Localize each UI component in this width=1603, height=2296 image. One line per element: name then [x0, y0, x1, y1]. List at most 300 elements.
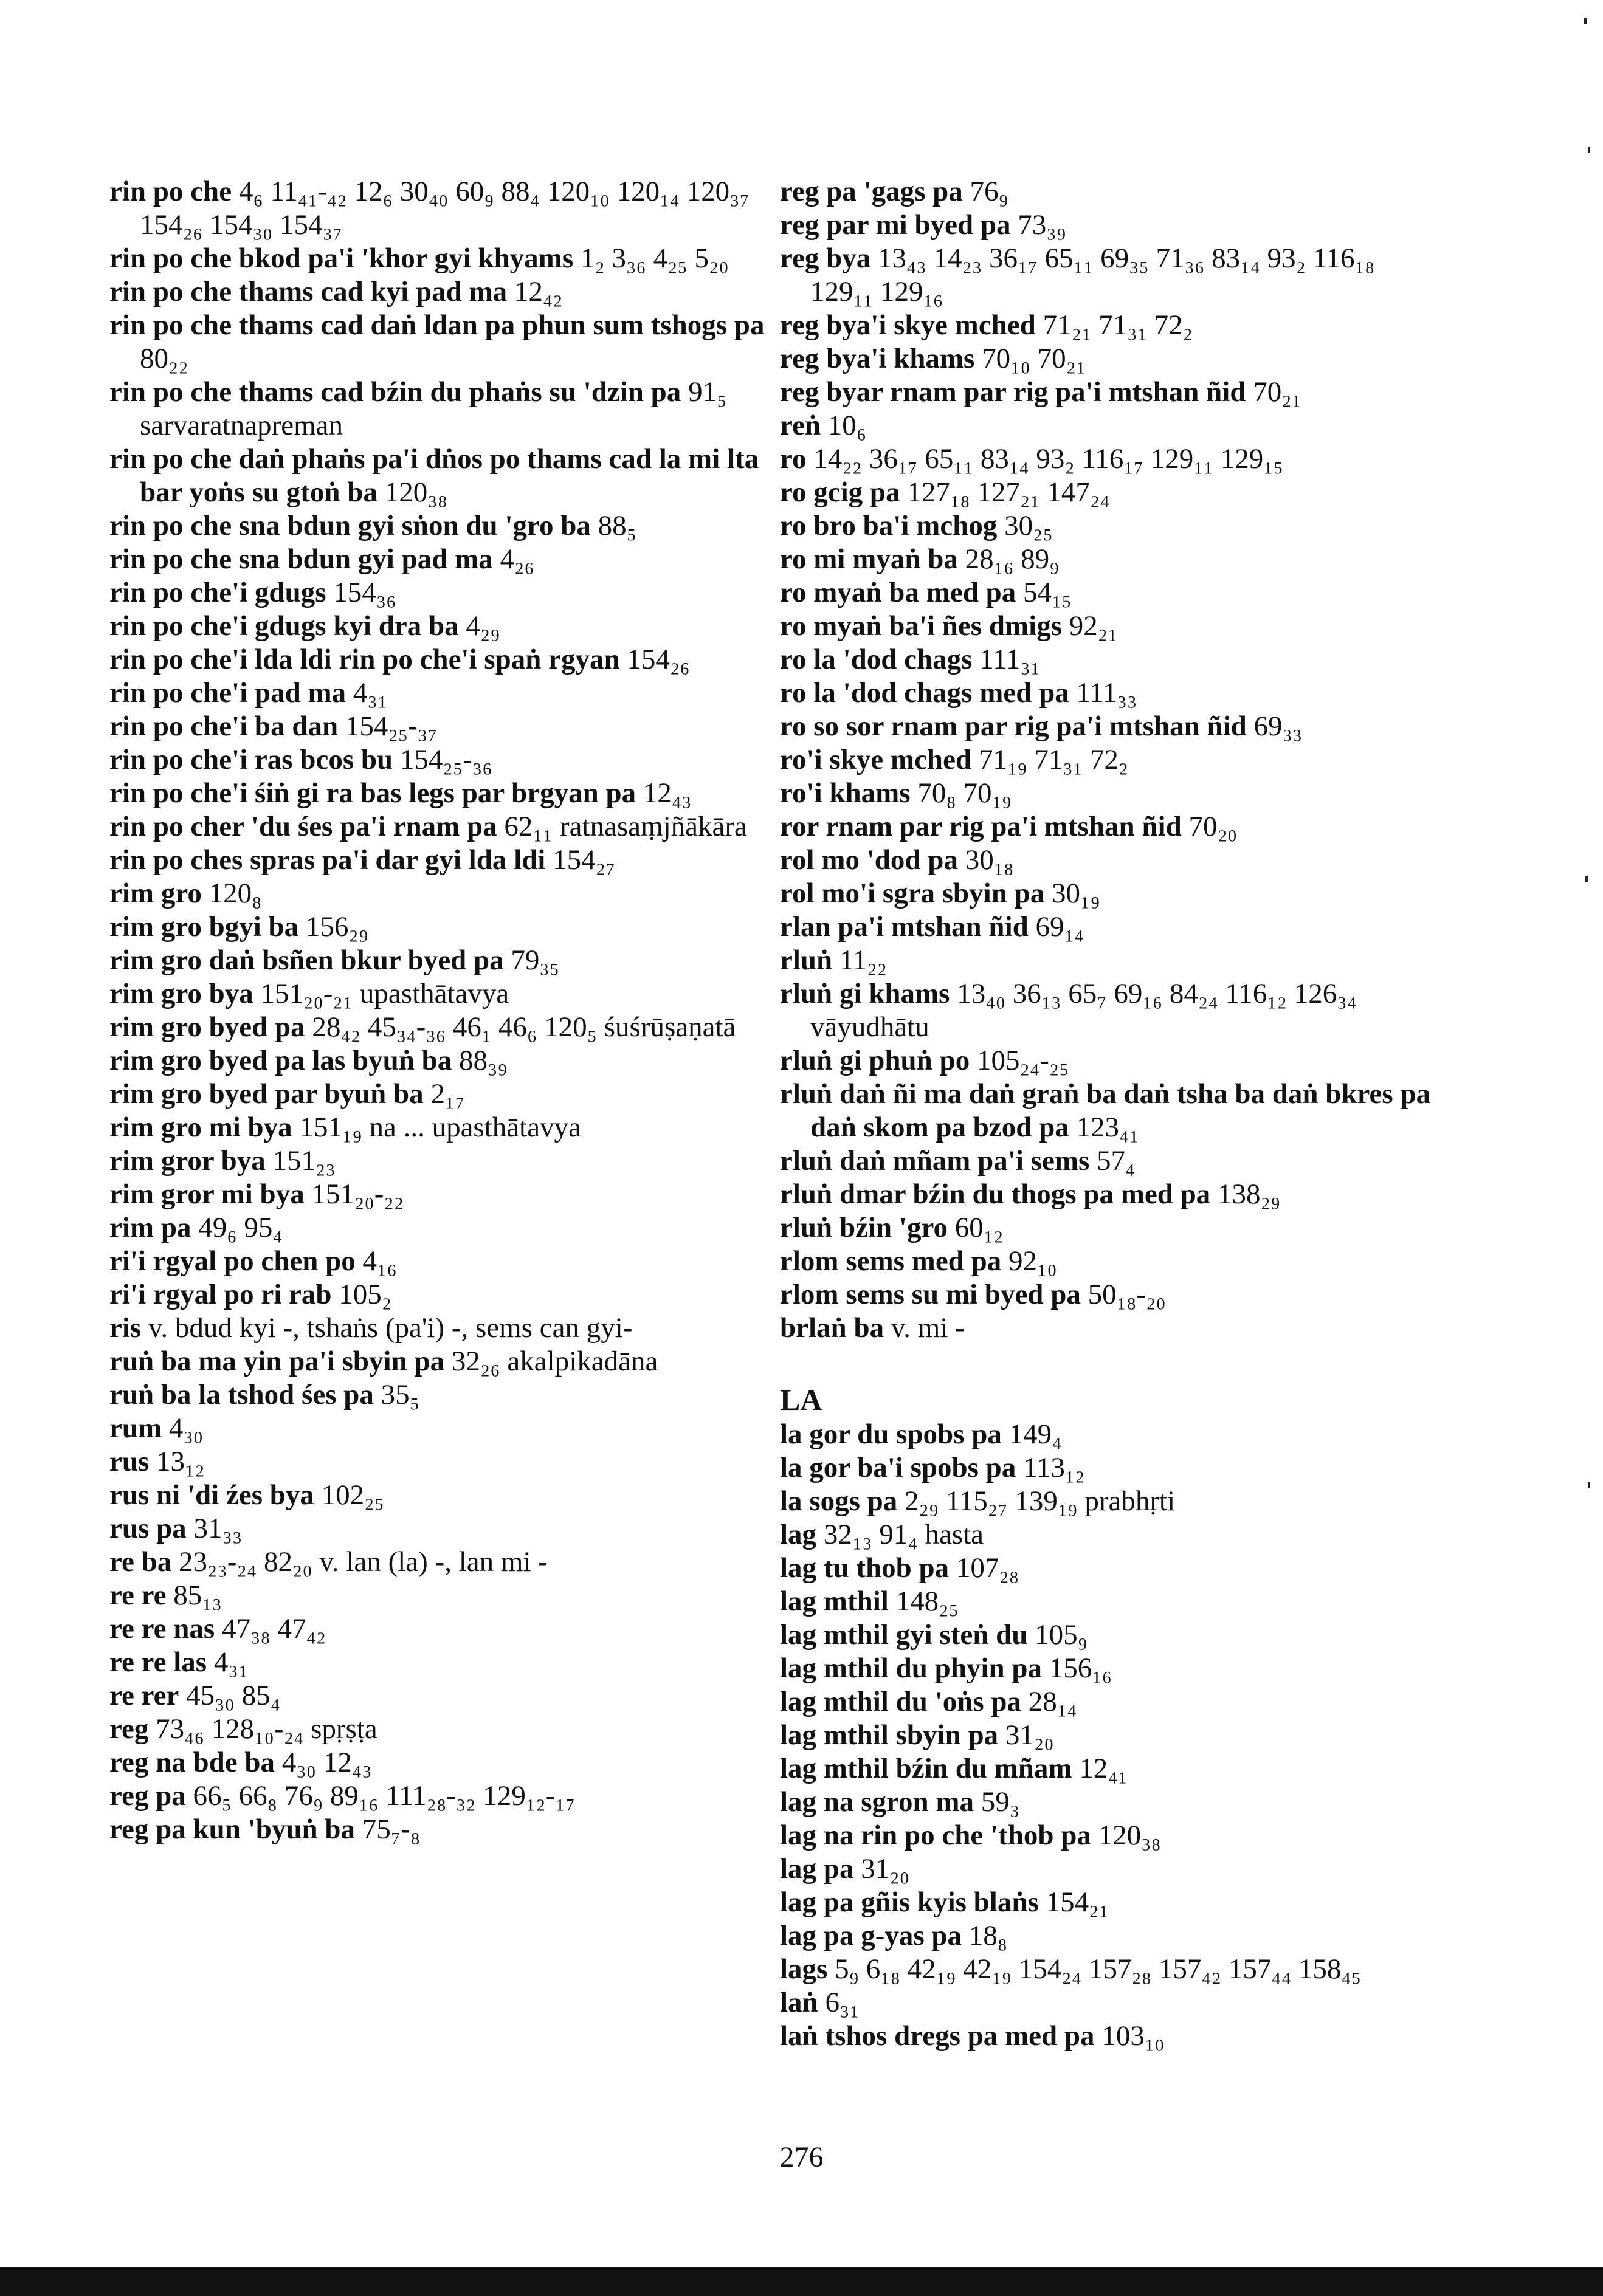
index-entry [780, 1652, 1443, 1685]
index-entry [780, 1518, 1443, 1552]
entry-references: 76₉ [970, 176, 1008, 207]
entry-references: 1₂ 3₃₆ 4₂₅ 5₂₀ [580, 242, 729, 274]
entry-references: 127₁₈ 127₂₁ 147₂₄ [907, 476, 1110, 508]
entry-references: 154₂₁ [1046, 1886, 1109, 1918]
entry-references: 28₄₂ 45₃₄-₃₆ 46₁ 46₆ 120₅ śuśrūṣaṇatā [312, 1011, 736, 1043]
index-entry [780, 610, 1443, 643]
index-entry [109, 1245, 772, 1278]
index-entry [780, 1585, 1443, 1618]
entry-headword: lag mthil bźin du mñam [780, 1753, 1072, 1784]
entry-headword: rin po che sna bdun gyi sṅon du 'gro ba [109, 510, 591, 541]
entry-references: v. mi - [891, 1312, 965, 1344]
entry-references: 123₄₁ [1076, 1112, 1139, 1143]
entry-references: 2₂₉ 115₂₇ 139₁₉ prabhṛti [905, 1485, 1176, 1517]
entry-headword: rluṅ [780, 944, 833, 976]
index-entry [780, 1919, 1443, 1953]
index-entry [780, 1211, 1443, 1245]
index-entry [780, 1719, 1443, 1752]
entry-headword: la sogs pa [780, 1485, 898, 1517]
entry-headword: ro myaṅ ba'i ñes dmigs [780, 610, 1062, 642]
index-entry [780, 877, 1443, 910]
entry-headword: lag pa gñis kyis blaṅs [780, 1886, 1039, 1918]
entry-headword: lag mthil sbyin pa [780, 1719, 999, 1751]
entry-references: 13₁₂ [156, 1446, 205, 1477]
entry-headword: rim gro bgyi ba [109, 911, 299, 943]
entry-references: 5₉ 6₁₈ 42₁₉ 42₁₉ 154₂₄ 157₂₈ 157₄₂ 157₄₄ 158₄₅ [835, 1953, 1362, 1985]
entry-headword: rim gro byed pa [109, 1011, 305, 1043]
entry-headword: reg pa [109, 1780, 186, 1812]
index-entry [780, 1451, 1443, 1485]
entry-headword: rin po che [109, 176, 232, 207]
scan-speck [1588, 1482, 1590, 1488]
entry-headword: ro la 'dod chags med pa [780, 677, 1069, 709]
index-entry [780, 643, 1443, 676]
entry-headword: rluṅ dmar bźin du thogs pa med pa [780, 1178, 1211, 1210]
entry-references: 4₃₁ [213, 1646, 249, 1678]
entry-references: 69₁₄ [1035, 911, 1084, 943]
entry-headword: ri'i rgyal po ri rab [109, 1279, 332, 1310]
index-entry [780, 242, 1443, 309]
entry-references: 105₂ [339, 1279, 392, 1310]
entry-references: 4₃₁ [353, 677, 388, 709]
index-entry [109, 610, 772, 643]
entry-headword: rluṅ gi phuṅ po [780, 1045, 970, 1076]
scan-bottom-edge [0, 2267, 1603, 2296]
index-entry [780, 1418, 1443, 1451]
entry-references: 70₂₀ [1188, 811, 1238, 842]
entry-references: 138₂₉ [1218, 1178, 1281, 1210]
entry-references: 10₆ [827, 410, 867, 441]
index-entry [109, 910, 772, 944]
index-entry [780, 1618, 1443, 1652]
entry-headword: ro mi myaṅ ba [780, 543, 958, 575]
entry-headword: rin po che'i śiṅ gi ra bas legs par brgyan pa [109, 777, 636, 809]
entry-headword: ro bro ba'i mchog [780, 510, 998, 541]
entry-references: 13₄₃ 14₂₃ 36₁₇ 65₁₁ 69₃₅ 71₃₆ 83₁₄ 93₂ 116₁₈ 129₁₁ 129₁₆ [810, 242, 1375, 308]
entry-headword: rim gror mi bya [109, 1178, 305, 1210]
section-heading-la: LA [780, 1383, 822, 1417]
entry-headword: re ba [109, 1546, 172, 1578]
index-entry [780, 1986, 1443, 2019]
entry-references: 102₂₅ [321, 1479, 384, 1511]
entry-headword: reg pa kun 'byuṅ ba [109, 1813, 356, 1845]
index-entry [780, 2019, 1443, 2053]
index-entry [109, 977, 772, 1011]
entry-headword: rluṅ gi khams [780, 978, 950, 1009]
entry-headword: lag [780, 1519, 817, 1550]
entry-headword: re rer [109, 1680, 179, 1711]
index-entry [109, 1211, 772, 1245]
index-entry [780, 844, 1443, 877]
entry-headword: rus [109, 1446, 150, 1477]
entry-references: 14₂₂ 36₁₇ 65₁₁ 83₁₄ 93₂ 116₁₇ 129₁₁ 129₁₅ [813, 443, 1284, 475]
entry-references: 18₈ [968, 1920, 1008, 1951]
entry-references: 35₅ [381, 1379, 420, 1411]
entry-references: 120₃₈ [1098, 1820, 1161, 1851]
entry-references: 92₂₁ [1069, 610, 1118, 642]
page-number: 276 [779, 2141, 824, 2173]
entry-references: 4₆ 11₄₁-₄₂ 12₆ 30₄₀ 60₉ 88₄ 120₁₀ 120₁₄ 120₃₇ 154₂₆ 154₃₀ 154₃₇ [140, 176, 750, 241]
index-entry [780, 576, 1443, 610]
index-entry [780, 1178, 1443, 1211]
index-column-left [109, 175, 772, 1846]
index-entry [109, 877, 772, 910]
entry-references: 105₉ [1035, 1619, 1088, 1651]
entry-references: 59₃ [981, 1786, 1020, 1818]
entry-headword: lags [780, 1953, 828, 1985]
index-entry [109, 1011, 772, 1044]
entry-headword: reg pa 'gags pa [780, 176, 963, 207]
entry-references: 88₃₉ [459, 1045, 508, 1076]
index-entry [780, 944, 1443, 977]
entry-references: 154₂₇ [553, 844, 616, 876]
entry-references: 54₁₅ [1022, 577, 1072, 608]
index-entry [109, 643, 772, 676]
entry-headword: reg [109, 1713, 149, 1745]
entry-headword: rim gro byed par byuṅ ba [109, 1078, 424, 1110]
entry-headword: ro'i khams [780, 777, 911, 809]
entry-headword: rin po che'i lda ldi rin po che'i spaṅ rgyan [109, 644, 620, 675]
entry-headword: re re nas [109, 1613, 215, 1645]
entry-references: 12₄₁ [1079, 1753, 1128, 1784]
index-entry [109, 1078, 772, 1111]
index-entry [780, 1311, 1443, 1345]
index-entry [109, 442, 772, 509]
entry-headword: ro gcig pa [780, 476, 900, 508]
index-entry [780, 1752, 1443, 1786]
index-list-ra-continued [780, 175, 1443, 1345]
entry-references: 2₁₇ [430, 1078, 465, 1110]
entry-references: 70₈ 70₁₉ [917, 777, 1012, 809]
entry-headword: lag mthil du phyin pa [780, 1652, 1043, 1684]
index-entry [109, 1278, 772, 1311]
entry-references: 4₂₆ [500, 543, 534, 575]
entry-references: 79₃₅ [511, 944, 560, 976]
entry-references: 156₁₆ [1049, 1652, 1112, 1684]
index-entry [109, 710, 772, 743]
entry-headword: brlaṅ ba [780, 1312, 884, 1344]
entry-headword: rim gro daṅ bsñen bkur byed pa [109, 944, 504, 976]
entry-references: 4₃₀ 12₄₃ [281, 1747, 372, 1778]
entry-headword: reg par mi byed pa [780, 209, 1011, 241]
index-entry [109, 1378, 772, 1412]
entry-headword: ro la 'dod chags [780, 644, 973, 675]
entry-headword: rlom sems med pa [780, 1245, 1002, 1277]
index-entry [780, 409, 1443, 442]
entry-headword: lag tu thob pa [780, 1552, 950, 1584]
entry-references: 154₂₅-₃₇ [345, 710, 438, 742]
entry-headword: rin po che sna bdun gyi pad ma [109, 543, 493, 575]
entry-references: 31₂₀ [1005, 1719, 1054, 1751]
index-entry [780, 376, 1443, 409]
entry-headword: lag na sgron ma [780, 1786, 974, 1818]
entry-references: 47₃₈ 47₄₂ [221, 1613, 326, 1645]
entry-references: 103₁₀ [1101, 2020, 1165, 2052]
index-column-right [780, 175, 1443, 2053]
entry-headword: laṅ tshos dregs pa med pa [780, 2020, 1095, 2052]
index-entry [109, 844, 772, 877]
entry-references: 75₇-₈ [362, 1813, 421, 1845]
entry-references: 60₁₂ [954, 1212, 1004, 1243]
entry-headword: reg bya'i skye mched [780, 309, 1036, 341]
entry-headword: ror rnam par rig pa'i mtshan ñid [780, 811, 1182, 842]
entry-references: 151₂₀-₂₁ upasthātavya [260, 978, 509, 1009]
index-entry [780, 342, 1443, 376]
entry-headword: ro'i skye mched [780, 744, 972, 775]
index-entry [109, 944, 772, 977]
entry-headword: rim gro byed pa las byuṅ ba [109, 1045, 452, 1076]
index-entry [109, 810, 772, 844]
entry-headword: rluṅ daṅ ñi ma daṅ graṅ ba daṅ tsha ba daṅ bkres pa daṅ skom pa bzod pa [780, 1078, 1431, 1143]
entry-references: 62₁₁ ratnasaṃjñākāra [504, 811, 747, 842]
index-entry [780, 1278, 1443, 1311]
index-entry [780, 309, 1443, 342]
index-entry [109, 1746, 772, 1779]
entry-headword: la gor ba'i spobs pa [780, 1452, 1016, 1483]
entry-references: 151₂₃ [272, 1145, 336, 1177]
index-entry [109, 743, 772, 777]
index-entry [780, 543, 1443, 576]
entry-headword: ri'i rgyal po chen po [109, 1245, 356, 1277]
entry-headword: rum [109, 1412, 162, 1444]
index-entry [109, 275, 772, 309]
entry-references: 4₁₆ [362, 1245, 397, 1277]
index-entry [109, 1412, 772, 1445]
index-entry [780, 175, 1443, 208]
index-entry [780, 1852, 1443, 1886]
entry-headword: rus ni 'di źes bya [109, 1479, 314, 1511]
entry-references: 31₂₀ [861, 1853, 909, 1885]
entry-headword: lag pa g-yas pa [780, 1920, 962, 1951]
entry-references: 120₃₈ [384, 476, 447, 508]
index-entry [109, 777, 772, 810]
entry-headword: rin po che'i ras bcos bu [109, 744, 393, 775]
entry-references: 4₂₉ [466, 610, 500, 642]
index-entry [109, 1679, 772, 1713]
entry-headword: reg bya [780, 242, 871, 274]
entry-headword: rol mo 'dod pa [780, 844, 958, 876]
entry-references: 151₁₉ na ... upasthātavya [299, 1112, 581, 1143]
index-entry [780, 476, 1443, 509]
entry-headword: ro [780, 443, 807, 475]
entry-references: 88₅ [598, 510, 637, 541]
index-entry [109, 543, 772, 576]
entry-headword: rim gro bya [109, 978, 253, 1009]
entry-headword: rin po che bkod pa'i 'khor gyi khyams [109, 242, 574, 274]
entry-headword: lag mthil gyi steṅ du [780, 1619, 1028, 1651]
entry-headword: rim pa [109, 1212, 191, 1243]
entry-references: 111₃₃ [1076, 677, 1137, 709]
entry-headword: rlom sems su mi byed pa [780, 1279, 1081, 1310]
entry-references: 154₃₆ [333, 577, 396, 608]
entry-references: 13₄₀ 36₁₃ 65₇ 69₁₆ 84₂₄ 116₁₂ 126₃₄ vāyudhātu [810, 978, 1357, 1043]
entry-references: 28₁₆ 89₉ [965, 543, 1060, 575]
entry-headword: lag mthil [780, 1586, 889, 1617]
entry-headword: reg na bde ba [109, 1747, 275, 1778]
entry-references: 70₂₁ [1253, 376, 1301, 408]
entry-headword: rim gro mi bya [109, 1112, 292, 1143]
entry-headword: rin po che'i ba dan [109, 710, 339, 742]
entry-references: 85₁₃ [173, 1579, 222, 1611]
index-entry [109, 576, 772, 610]
entry-references: 156₂₉ [305, 911, 369, 943]
index-entry [109, 376, 772, 442]
entry-references: 28₁₄ [1028, 1686, 1077, 1717]
entry-references: 107₂₈ [956, 1552, 1019, 1584]
entry-headword: re re [109, 1579, 167, 1611]
entry-headword: lag mthil du 'oṅs pa [780, 1686, 1022, 1717]
index-entry [109, 1512, 772, 1545]
entry-references: 154₂₅-₃₆ [399, 744, 492, 775]
index-entry [109, 1044, 772, 1078]
index-entry [780, 777, 1443, 810]
index-entry [780, 442, 1443, 476]
entry-headword: rim gror bya [109, 1145, 266, 1177]
entry-references: 148₂₅ [895, 1586, 959, 1617]
entry-headword: rin po che'i pad ma [109, 677, 346, 709]
entry-headword: rin po cher 'du śes pa'i rnam pa [109, 811, 497, 842]
entry-references: 12₄₃ [643, 777, 692, 809]
index-entry [109, 1579, 772, 1612]
entry-headword: lag pa [780, 1853, 854, 1885]
index-entry [109, 242, 772, 275]
index-entry [780, 1886, 1443, 1919]
entry-headword: re re las [109, 1646, 207, 1678]
entry-references: 149₄ [1008, 1418, 1062, 1450]
entry-headword: rin po che'i gdugs [109, 577, 326, 608]
entry-references: 30₁₉ [1052, 878, 1100, 909]
entry-headword: ruṅ ba la tshod śes pa [109, 1379, 374, 1411]
index-entry [109, 1813, 772, 1846]
entry-references: 30₁₈ [965, 844, 1014, 876]
index-entry [780, 1144, 1443, 1178]
index-entry [109, 509, 772, 543]
entry-headword: rin po che thams cad kyi pad ma [109, 276, 508, 308]
entry-headword: ro so sor rnam par rig pa'i mtshan ñid [780, 710, 1247, 742]
entry-references: 105₂₄-₂₅ [976, 1045, 1069, 1076]
index-entry [780, 1044, 1443, 1078]
entry-headword: la gor du spobs pa [780, 1418, 1002, 1450]
entry-headword: reṅ [780, 410, 821, 441]
index-entry [780, 1245, 1443, 1278]
index-entry [109, 1479, 772, 1512]
entry-headword: rlan pa'i mtshan ñid [780, 911, 1029, 943]
index-entry [780, 1786, 1443, 1819]
entry-headword: rluṅ daṅ mñam pa'i sems [780, 1145, 1090, 1177]
index-entry [780, 1552, 1443, 1585]
entry-references: 30₂₅ [1004, 510, 1053, 541]
index-entry [109, 1111, 772, 1144]
entry-references: 32₁₃ 91₄ hasta [823, 1519, 984, 1550]
entry-references: 12₄₂ [514, 276, 563, 308]
index-entry [780, 1819, 1443, 1852]
entry-headword: rin po che daṅ phaṅs pa'i dṅos po thams cad la mi lta bar yoṅs su gtoṅ ba [109, 443, 759, 508]
entry-references: 80₂₂ [140, 343, 188, 374]
index-entry [109, 1178, 772, 1211]
entry-references: 70₁₀ 70₂₁ [982, 343, 1086, 374]
entry-references: 4₃₀ [168, 1412, 204, 1444]
index-entry [109, 1545, 772, 1579]
index-entry [109, 1646, 772, 1679]
entry-references: 45₃₀ 85₄ [186, 1680, 281, 1711]
index-entry [109, 1445, 772, 1479]
index-entry [780, 509, 1443, 543]
entry-references: 23₂₃-₂₄ 82₂₀ v. lan (la) -, lan mi - [179, 1546, 548, 1578]
entry-headword: ro myaṅ ba med pa [780, 577, 1016, 608]
entry-references: 71₂₁ 71₃₁ 72₂ [1043, 309, 1193, 341]
index-entry [109, 676, 772, 710]
scan-speck [1585, 876, 1588, 882]
entry-references: 113₁₂ [1023, 1452, 1085, 1483]
entry-headword: ris [109, 1312, 142, 1344]
entry-references: 69₃₃ [1253, 710, 1303, 742]
entry-references: 73₄₆ 128₁₀-₂₄ spṛṣṭa [156, 1713, 377, 1745]
entry-headword: rin po ches spras pa'i dar gyi lda ldi [109, 844, 546, 876]
entry-references: 31₃₃ [193, 1513, 243, 1544]
index-entry [780, 910, 1443, 944]
entry-references: 50₁₈-₂₀ [1088, 1279, 1166, 1310]
index-entry [780, 1953, 1443, 1986]
entry-headword: rin po che thams cad bźin du phaṅs su 'dzin pa [109, 376, 681, 408]
scan-speck [1588, 147, 1590, 153]
index-entry [109, 1779, 772, 1813]
scan-speck [1584, 18, 1587, 24]
index-entry [780, 710, 1443, 743]
entry-references: 154₂₆ [627, 644, 690, 675]
index-list-la [780, 1418, 1443, 2053]
index-entry [109, 1345, 772, 1378]
entry-references: 120₈ [209, 878, 262, 909]
index-entry [109, 309, 772, 376]
entry-references: 111₃₁ [979, 644, 1040, 675]
index-entry [780, 1078, 1443, 1144]
index-entry [780, 743, 1443, 777]
index-entry [109, 1311, 772, 1345]
entry-references: 92₁₀ [1008, 1245, 1057, 1277]
entry-references: 151₂₀-₂₂ [311, 1178, 404, 1210]
entry-headword: ruṅ ba ma yin pa'i sbyin pa [109, 1346, 445, 1377]
entry-headword: rol mo'i sgra sbyin pa [780, 878, 1045, 909]
entry-headword: laṅ [780, 1987, 818, 2018]
index-entry [109, 1144, 772, 1178]
index-entry [780, 1485, 1443, 1518]
entry-headword: rus pa [109, 1513, 187, 1544]
entry-references: 73₃₉ [1018, 209, 1067, 241]
entry-references: 49₆ 95₄ [198, 1212, 283, 1243]
entry-references: 91₅ sarvaratnapreman [140, 376, 727, 441]
entry-headword: rin po che'i gdugs kyi dra ba [109, 610, 459, 642]
entry-headword: lag na rin po che 'thob pa [780, 1820, 1091, 1851]
entry-headword: rim gro [109, 878, 202, 909]
index-entry [109, 1713, 772, 1746]
entry-headword: rluṅ bźin 'gro [780, 1212, 948, 1243]
index-entry [109, 1612, 772, 1646]
entry-references: v. bdud kyi -, tshaṅs (pa'i) -, sems can gyi- [148, 1312, 633, 1344]
index-entry [780, 977, 1443, 1044]
entry-references: 6₃₁ [825, 1987, 860, 2018]
entry-references: 66₅ 66₈ 76₉ 89₁₆ 111₂₈-₃₂ 129₁₂-₁₇ [193, 1780, 576, 1812]
index-entry [780, 676, 1443, 710]
entry-references: 71₁₉ 71₃₁ 72₂ [978, 744, 1129, 775]
entry-references: 57₄ [1097, 1145, 1136, 1177]
entry-references: 11₂₂ [839, 944, 887, 976]
entry-headword: reg byar rnam par rig pa'i mtshan ñid [780, 376, 1246, 408]
index-entry [780, 208, 1443, 242]
entry-headword: rin po che thams cad daṅ ldan pa phun sum tshogs pa [109, 309, 765, 341]
index-entry [780, 810, 1443, 844]
entry-references: 32₂₆ akalpikadāna [451, 1346, 658, 1377]
index-entry [109, 175, 772, 242]
